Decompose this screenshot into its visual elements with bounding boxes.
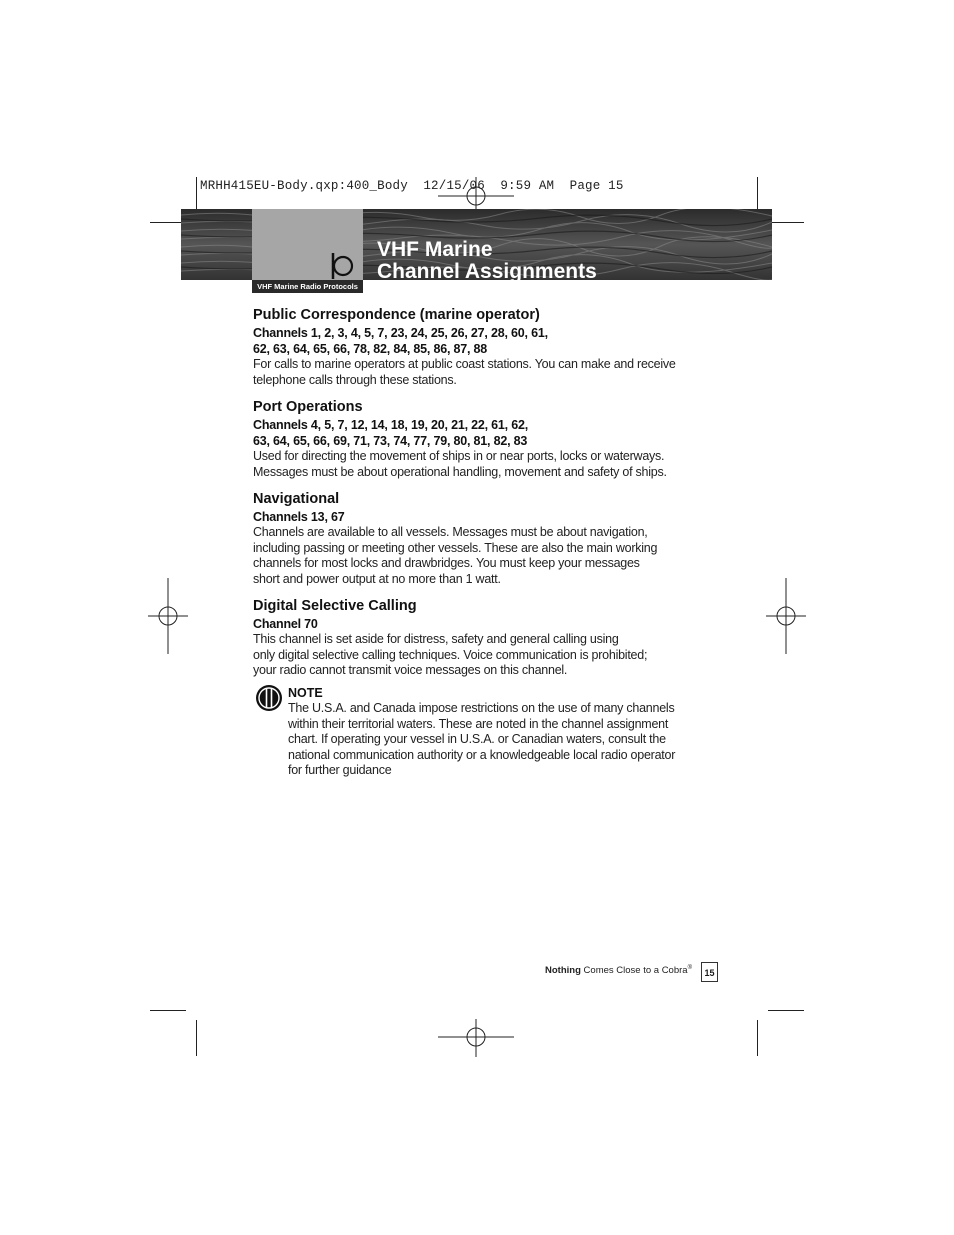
body-text: Messages must be about operational handling, movement and safety of ships. [253,464,667,479]
page-title-line1: VHF Marine [377,238,493,261]
registration-mark-left [148,578,188,654]
page-title-line2: Channel Assignments [377,260,597,283]
note-line: within their territorial waters. These are noted in the channel assignment [288,716,669,731]
channel-list: Channels 4, 5, 7, 12, 14, 18, 19, 20, 21, 22, 61, 62, [253,418,529,432]
body-text: For calls to marine operators at public coast stations. You can make and receive [253,357,676,371]
footer-tagline [545,965,692,976]
note-text [288,686,688,779]
body-text: channels for most locks and drawbridges. You must keep your messages [253,556,640,570]
tab-caption: VHF Marine Radio Protocols [252,280,363,293]
note-line: The U.S.A. and Canada impose restrictions on the use of many channels [288,701,675,715]
note-heading: NOTE [288,686,323,700]
body-text: only digital selective calling techniques. Voice communication is prohibited; [253,647,648,662]
section-heading: Port Operations [253,399,363,415]
printer-slug: MRHH415EU-Body.qxp:400_Body 12/15/06 9:59 AM Page 15 [200,179,624,193]
content [253,306,693,689]
section-public-correspondence [253,306,693,388]
registration-mark-bottom [438,1019,514,1059]
channel-list: 62, 63, 64, 65, 66, 78, 82, 84, 85, 86, 87, 88 [253,342,488,356]
body-text: Used for directing the movement of ships in or near ports, locks or waterways. [253,449,665,463]
body-text: telephone calls through these stations. [253,372,457,387]
section-heading: Public Correspondence (marine operator) [253,307,540,323]
body-text: your radio cannot transmit voice messages on this channel. [253,663,568,677]
body-text: short and power output at no more than 1 watt. [253,571,501,586]
channel-list: Channel 70 [253,617,318,631]
section-heading: Navigational [253,491,340,507]
section-heading: Digital Selective Calling [253,598,417,614]
page-number: 15 [701,962,718,982]
section-port-operations [253,398,693,480]
note-compass-icon [255,684,283,712]
body-text: This channel is set aside for distress, safety and general calling using [253,632,619,646]
radio-antenna-icon [326,249,358,281]
note-line: chart. If operating your vessel in U.S.A. or Canadian waters, consult the [288,732,666,746]
page-title [377,239,597,283]
footer-bold: Nothing [545,965,581,977]
footer-rest: Comes Close to a Cobra [580,965,688,977]
section-navigational [253,490,693,587]
note-line: national communication authority or a knowledgeable local radio operator [288,747,676,762]
note-line: for further guidance [288,763,392,777]
channel-list: Channels 13, 67 [253,510,345,524]
section-digital-selective-calling [253,597,693,679]
footer-reg: ® [687,965,692,971]
body-text: Channels are available to all vessels. Messages must be about navigation, [253,525,648,539]
registration-mark-right [766,578,806,654]
section-tab [252,209,363,291]
body-text: including passing or meeting other vessels. These are also the main working [253,540,658,555]
channel-list: Channels 1, 2, 3, 4, 5, 7, 23, 24, 25, 26, 27, 28, 60, 61, [253,326,548,340]
channel-list: 63, 64, 65, 66, 69, 71, 73, 74, 77, 79, 80, 81, 82, 83 [253,434,528,448]
